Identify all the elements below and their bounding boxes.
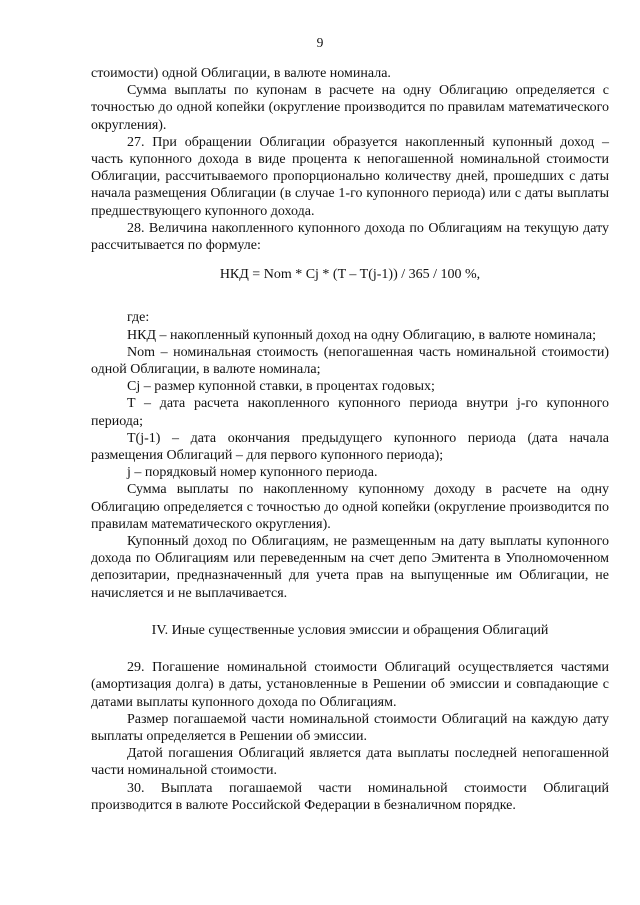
paragraph-continuation: стоимости) одной Облигации, в валюте номинала. <box>91 66 391 81</box>
paragraph-30-payment-currency: 30. Выплата погашаемой части номинальной стоимости Облигаций производится в валюте Российской Федерации в безналичном порядке. <box>91 780 609 813</box>
paragraph-28-formula-intro: 28. Величина накопленного купонного дохода по Облигациям на текущую дату рассчитывается по формуле: <box>91 220 609 254</box>
definition-nkd: НКД – накопленный купонный доход на одну Облигацию, в валюте номинала; <box>127 327 596 343</box>
definition-nom: Nom – номинальная стоимость (непогашенная часть номинальной стоимости) одной Облигации, в валюте номинала; <box>91 344 609 378</box>
definition-t: T – дата расчета накопленного купонного периода внутри j-го купонного периода; <box>91 396 609 429</box>
formula-where-label: где: <box>127 310 150 326</box>
page-number: 9 <box>316 35 324 50</box>
paragraph-29-amortization: 29. Погашение номинальной стоимости Облигаций осуществляется частями (амортизация долга) в даты, установленные в Решении об эмиссии и совпадающие с датами выплаты купонного дохода по Облигациям. <box>91 660 609 710</box>
paragraph-unplaced-bonds: Купонный доход по Облигациям, не размещенным на дату выплаты купонного дохода по Облигациям или переведенным на счет депо Эмитента в Уполномоченном депозитарии, предназначенный для учета прав на выпущенные им Облигации, не начисляется и не выплачивается. <box>91 534 609 601</box>
definition-t-prev: T(j-1) – дата окончания предыдущего купонного периода (дата начала размещения Облигаций – для первого купонного периода); <box>91 430 609 464</box>
paragraph-27-accrued-income: 27. При обращении Облигации образуется накопленный купонный доход – часть купонного дохода в виде процента к непогашенной номинальной стоимости Облигации, рассчитываемого пропорционально количеству дней, прошедших с даты начала размещения Облигации (в случае 1-го купонного периода) или с даты выплаты предшествующего купонного дохода. <box>91 134 609 219</box>
section-heading-iv: IV. Иные существенные условия эмиссии и обращения Облигаций <box>151 622 549 638</box>
paragraph-maturity-date: Датой погашения Облигаций является дата выплаты последней непогашенной части номинальной стоимости. <box>91 746 609 779</box>
definition-cj: Cj – размер купонной ставки, в процентах годовых; <box>127 379 435 395</box>
formula-nkd: НКД = Nom * Cj * (T – T(j-1)) / 365 / 100 %, <box>219 267 481 283</box>
paragraph-accrued-payment-precision: Сумма выплаты по накопленному купонному доходу в расчете на одну Облигацию определяется с точностью до одной копейки (округление производится по правилам математического округления). <box>91 482 609 532</box>
paragraph-coupon-payment-precision: Сумма выплаты по купонам в расчете на одну Облигацию определяется с точностью до одной копейки (округление производится по правилам математического округления). <box>91 83 609 133</box>
paragraph-repayment-size: Размер погашаемой части номинальной стоимости Облигаций на каждую дату выплаты определяется в Решении об эмиссии. <box>91 711 609 744</box>
definition-j: j – порядковый номер купонного периода. <box>127 465 378 481</box>
document-body <box>91 65 609 814</box>
